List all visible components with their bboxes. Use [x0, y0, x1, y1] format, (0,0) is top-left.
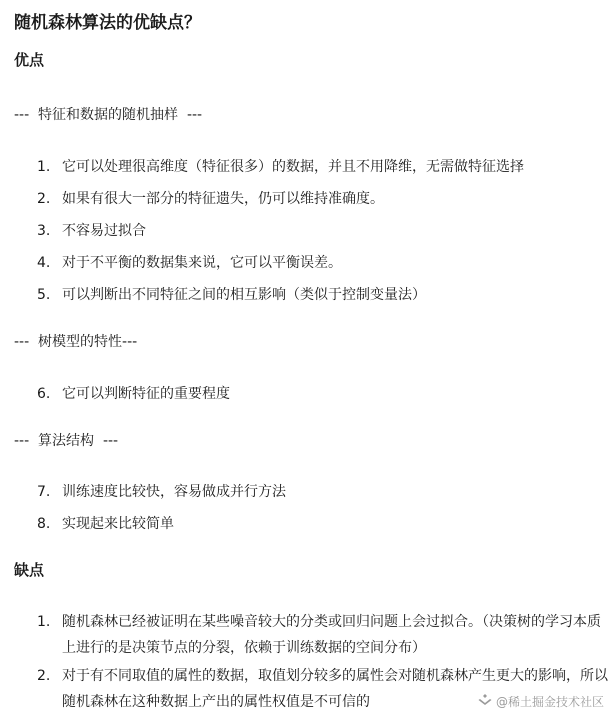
group-label-algorithm: --- 算法结构 --- — [14, 433, 119, 449]
watermark — [478, 693, 604, 710]
list-item: 2. 如果有很大一部分的特征遗失，仍可以维持准确度。 — [37, 191, 384, 207]
list-item: 8. 实现起来比较简单 — [37, 516, 174, 532]
list-item: 2. 对于有不同取值的属性的数据，取值划分较多的属性会对随机森林产生更大的影响，所以随机森林在这种数据上产出的属性权值是不可信的 — [37, 668, 608, 710]
cons-heading: 缺点 — [14, 561, 45, 579]
list-item: 1. 随机森林已经被证明在某些噪音较大的分类或回归问题上会过拟合。（决策树的学习本质上进行的是决策节点的分裂，依赖于训练数据的空间分布） — [37, 614, 601, 656]
juejin-logo-icon — [478, 694, 492, 709]
list-item: 7. 训练速度比较快，容易做成并行方法 — [37, 484, 286, 500]
list-item: 4. 对于不平衡的数据集来说，它可以平衡误差。 — [37, 255, 342, 271]
list-item: 5. 可以判断出不同特征之间的相互影响（类似于控制变量法） — [37, 287, 426, 303]
watermark-text: @稀土掘金技术社区 — [495, 695, 604, 709]
group-label-sampling: --- 特征和数据的随机抽样 --- — [14, 107, 203, 123]
list-item: 6. 它可以判断特征的重要程度 — [37, 386, 230, 402]
list-item: 3. 不容易过拟合 — [37, 223, 146, 239]
page-title: 随机森林算法的优缺点？ — [14, 13, 201, 33]
pros-heading: 优点 — [14, 51, 45, 69]
group-label-tree-model: --- 树模型的特性--- — [14, 334, 138, 350]
list-item: 1. 它可以处理很高维度（特征很多）的数据，并且不用降维，无需做特征选择 — [37, 159, 524, 175]
